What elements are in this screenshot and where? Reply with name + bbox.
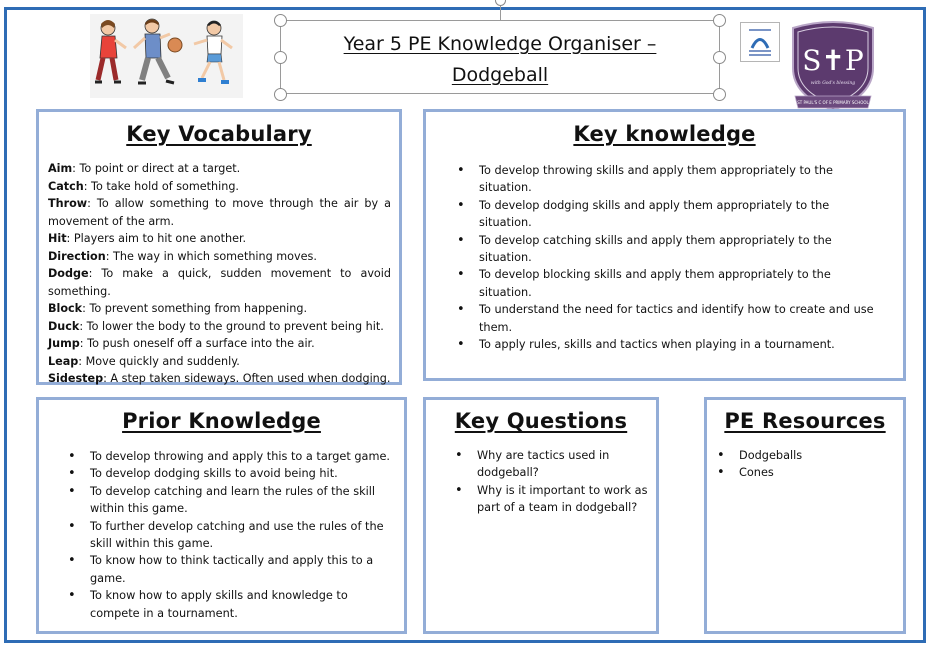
key-questions-list	[477, 447, 652, 517]
title-line-2: Dodgeball	[451, 64, 549, 86]
prior-knowledge-heading: Prior Knowledge	[122, 409, 321, 433]
list-item: • To develop throwing skills and apply them appropriately to the situation.	[479, 162, 879, 197]
list-item: • To further develop catching and use the rules of the skill within this game.	[90, 518, 400, 553]
resize-handle-mid-left[interactable]	[274, 51, 287, 64]
rotation-handle[interactable]	[495, 0, 506, 6]
children-playing-image	[90, 14, 243, 98]
list-item: • To develop throwing and apply this to a target game.	[90, 448, 400, 465]
pe-resources-heading: PE Resources	[724, 409, 886, 433]
key-questions-heading: Key Questions	[454, 409, 628, 433]
resize-handle-top-left[interactable]	[274, 14, 287, 27]
vocabulary-list	[48, 160, 391, 388]
key-knowledge-heading: Key knowledge	[573, 122, 756, 146]
key-questions-box	[423, 397, 659, 634]
vocab-item: Sidestep: A step taken sideways. Often used when dodging.	[48, 372, 391, 385]
layout-options-icon[interactable]	[740, 22, 780, 62]
resize-handle-bottom-right[interactable]	[713, 88, 726, 101]
title-textbox[interactable]	[280, 20, 720, 94]
vocab-item: Direction: The way in which something moves.	[48, 249, 317, 263]
vocab-item: Jump: To push oneself off a surface into the air.	[48, 337, 315, 350]
vocab-item: Throw: To allow something to move through the air by a movement of the arm.	[48, 197, 391, 228]
list-item: • To develop dodging skills and apply them appropriately to the situation.	[479, 197, 879, 232]
page-title	[281, 29, 719, 91]
pe-resources-box	[704, 397, 906, 634]
list-item: • To develop catching skills and apply them appropriately to the situation.	[479, 232, 879, 267]
vocab-item: Leap: Move quickly and suddenly.	[48, 354, 240, 368]
crest-banner: ST PAUL'S C OF E PRIMARY SCHOOL	[797, 100, 869, 105]
crest-motto: with God's blessing	[810, 81, 856, 86]
pe-resources-list	[739, 447, 899, 482]
vocab-item: Hit: Players aim to hit one another.	[48, 232, 247, 245]
list-item: • To develop dodging skills to avoid being hit.	[90, 465, 400, 482]
list-item: • Dodgeballs	[739, 447, 899, 464]
crest-monogram: S✝P	[802, 44, 864, 77]
list-item: • Cones	[739, 464, 899, 481]
prior-knowledge-list	[90, 448, 400, 622]
prior-knowledge-box	[36, 397, 407, 634]
resize-handle-top-right[interactable]	[713, 14, 726, 27]
vocab-item: Dodge: To make a quick, sudden movement to avoid something.	[48, 267, 391, 298]
list-item: • To develop catching and learn the rules of the skill within this game.	[90, 483, 400, 518]
list-item: • To know how to apply skills and knowledge to compete in a tournament.	[90, 587, 400, 622]
key-vocabulary-heading: Key Vocabulary	[126, 122, 312, 146]
resize-handle-mid-right[interactable]	[713, 51, 726, 64]
list-item: • To apply rules, skills and tactics when playing in a tournament.	[479, 336, 879, 353]
vocab-item: Aim: To point or direct at a target.	[48, 162, 241, 175]
vocab-item: Catch: To take hold of something.	[48, 179, 239, 193]
list-item: • To know how to think tactically and apply this to a game.	[90, 552, 400, 587]
list-item: • Why is it important to work as part of a team in dodgeball?	[477, 482, 652, 517]
dodgeball-clipart	[90, 14, 243, 98]
key-vocabulary-box	[36, 109, 402, 385]
list-item: • Why are tactics used in dodgeball?	[477, 447, 652, 482]
key-knowledge-box	[423, 109, 906, 381]
vocab-item: Block: To prevent something from happening.	[48, 302, 308, 315]
school-crest	[790, 18, 876, 114]
key-knowledge-list	[479, 162, 879, 353]
list-item: • To develop blocking skills and apply them appropriately to the situation.	[479, 266, 879, 301]
resize-handle-bottom-left[interactable]	[274, 88, 287, 101]
title-line-1: Year 5 PE Knowledge Organiser –	[343, 33, 657, 55]
vocab-item: Duck: To lower the body to the ground to prevent being hit.	[48, 319, 384, 333]
list-item: • To understand the need for tactics and identify how to create and use them.	[479, 301, 879, 336]
